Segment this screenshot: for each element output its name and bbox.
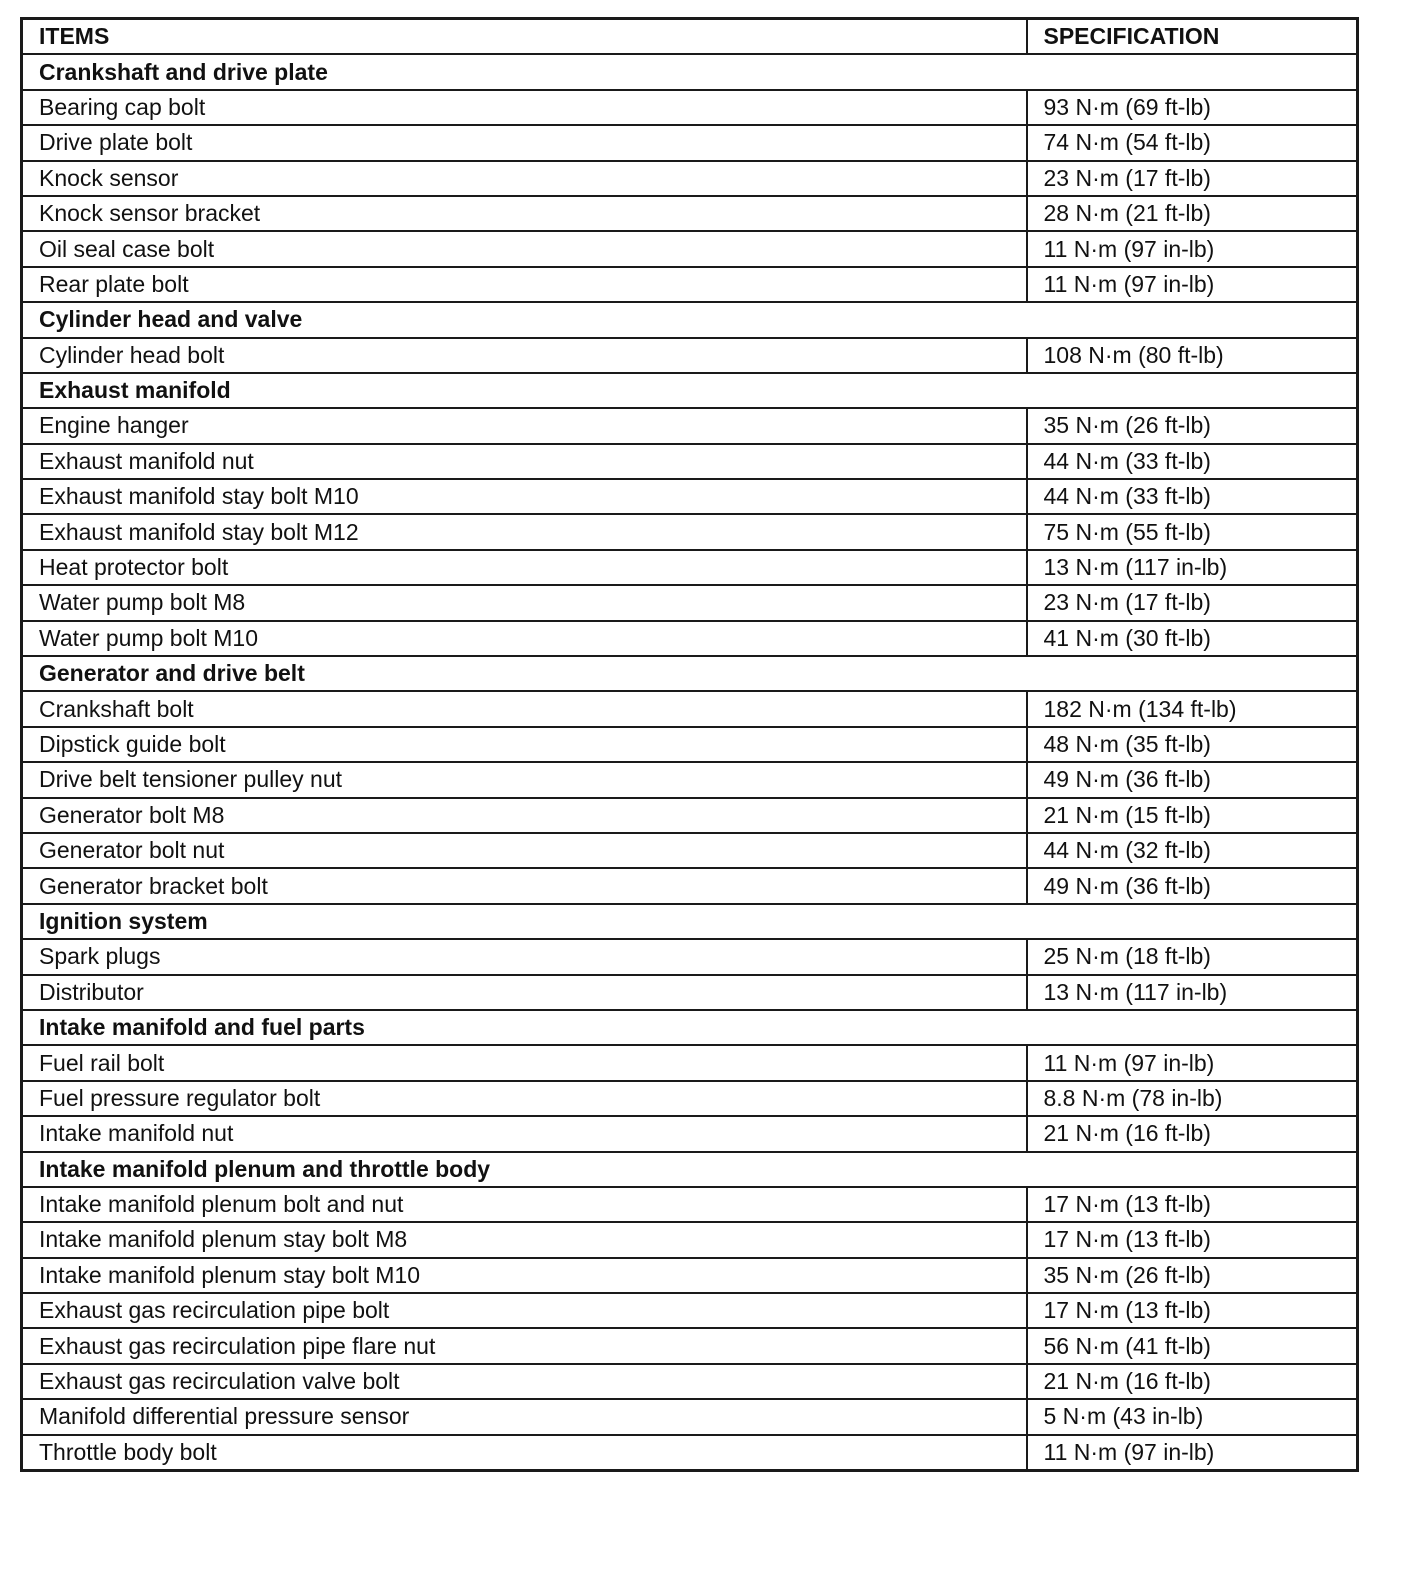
table-row — [22, 550, 1358, 585]
group-header-row — [22, 54, 1358, 89]
item-cell: Dipstick guide bolt — [22, 727, 1027, 762]
item-cell: Heat protector bolt — [22, 550, 1027, 585]
table-row — [22, 1364, 1358, 1399]
torque-spec-table — [20, 17, 1359, 1472]
item-cell: Drive plate bolt — [22, 125, 1027, 160]
specification-cell: 48 N·m (35 ft-lb) — [1027, 727, 1358, 762]
table-row — [22, 585, 1358, 620]
item-cell: Manifold differential pressure sensor — [22, 1399, 1027, 1434]
table-row — [22, 1187, 1358, 1222]
table-row — [22, 231, 1358, 266]
item-cell: Exhaust manifold stay bolt M12 — [22, 514, 1027, 549]
table-row — [22, 1328, 1358, 1363]
item-cell: Crankshaft bolt — [22, 691, 1027, 726]
table-row — [22, 798, 1358, 833]
table-row — [22, 514, 1358, 549]
table-row — [22, 975, 1358, 1010]
table-row — [22, 90, 1358, 125]
item-cell: Knock sensor bracket — [22, 196, 1027, 231]
table-row — [22, 1435, 1358, 1471]
specification-cell: 11 N·m (97 in-lb) — [1027, 267, 1358, 302]
specification-cell: 23 N·m (17 ft-lb) — [1027, 585, 1358, 620]
table-row — [22, 338, 1358, 373]
item-cell: Generator bolt nut — [22, 833, 1027, 868]
item-cell: Engine hanger — [22, 408, 1027, 443]
group-header-row — [22, 373, 1358, 408]
table-row — [22, 267, 1358, 302]
header-row — [22, 19, 1358, 55]
table-row — [22, 1399, 1358, 1434]
specification-cell: 44 N·m (33 ft-lb) — [1027, 479, 1358, 514]
specification-cell: 41 N·m (30 ft-lb) — [1027, 621, 1358, 656]
item-cell: Rear plate bolt — [22, 267, 1027, 302]
table-row — [22, 1293, 1358, 1328]
specification-cell: 74 N·m (54 ft-lb) — [1027, 125, 1358, 160]
item-cell: Exhaust gas recirculation valve bolt — [22, 1364, 1027, 1399]
item-cell: Distributor — [22, 975, 1027, 1010]
item-cell: Exhaust manifold stay bolt M10 — [22, 479, 1027, 514]
specification-cell: 182 N·m (134 ft-lb) — [1027, 691, 1358, 726]
table-row — [22, 868, 1358, 903]
table-row — [22, 125, 1358, 160]
table-row — [22, 161, 1358, 196]
item-cell: Throttle body bolt — [22, 1435, 1027, 1471]
specification-cell: 28 N·m (21 ft-lb) — [1027, 196, 1358, 231]
specification-cell: 5 N·m (43 in-lb) — [1027, 1399, 1358, 1434]
group-title: Crankshaft and drive plate — [22, 54, 1358, 89]
table-row — [22, 408, 1358, 443]
item-cell: Intake manifold plenum stay bolt M10 — [22, 1258, 1027, 1293]
item-cell: Spark plugs — [22, 939, 1027, 974]
table-row — [22, 1116, 1358, 1151]
table-row — [22, 762, 1358, 797]
item-cell: Exhaust manifold nut — [22, 444, 1027, 479]
table-row — [22, 727, 1358, 762]
specification-cell: 108 N·m (80 ft-lb) — [1027, 338, 1358, 373]
specification-cell: 44 N·m (32 ft-lb) — [1027, 833, 1358, 868]
specification-cell: 56 N·m (41 ft-lb) — [1027, 1328, 1358, 1363]
table-row — [22, 1045, 1358, 1080]
item-cell: Intake manifold plenum bolt and nut — [22, 1187, 1027, 1222]
group-header-row — [22, 1010, 1358, 1045]
item-cell: Exhaust gas recirculation pipe bolt — [22, 1293, 1027, 1328]
item-cell: Water pump bolt M8 — [22, 585, 1027, 620]
table-row — [22, 479, 1358, 514]
group-title: Intake manifold plenum and throttle body — [22, 1152, 1358, 1187]
group-header-row — [22, 904, 1358, 939]
specification-cell: 35 N·m (26 ft-lb) — [1027, 408, 1358, 443]
table-row — [22, 1258, 1358, 1293]
item-cell: Drive belt tensioner pulley nut — [22, 762, 1027, 797]
specification-cell: 17 N·m (13 ft-lb) — [1027, 1187, 1358, 1222]
table-row — [22, 939, 1358, 974]
specification-cell: 17 N·m (13 ft-lb) — [1027, 1293, 1358, 1328]
specification-cell: 17 N·m (13 ft-lb) — [1027, 1222, 1358, 1257]
item-cell: Intake manifold plenum stay bolt M8 — [22, 1222, 1027, 1257]
table-row — [22, 691, 1358, 726]
specification-cell: 23 N·m (17 ft-lb) — [1027, 161, 1358, 196]
specification-cell: 13 N·m (117 in-lb) — [1027, 975, 1358, 1010]
spec-table-body — [22, 54, 1358, 1470]
item-cell: Generator bolt M8 — [22, 798, 1027, 833]
group-header-row — [22, 656, 1358, 691]
specification-cell: 21 N·m (16 ft-lb) — [1027, 1364, 1358, 1399]
item-cell: Intake manifold nut — [22, 1116, 1027, 1151]
item-cell: Fuel pressure regulator bolt — [22, 1081, 1027, 1116]
group-title: Intake manifold and fuel parts — [22, 1010, 1358, 1045]
specification-cell: 49 N·m (36 ft-lb) — [1027, 868, 1358, 903]
specification-cell: 25 N·m (18 ft-lb) — [1027, 939, 1358, 974]
specification-cell: 8.8 N·m (78 in-lb) — [1027, 1081, 1358, 1116]
group-title: Exhaust manifold — [22, 373, 1358, 408]
item-cell: Generator bracket bolt — [22, 868, 1027, 903]
specification-cell: 11 N·m (97 in-lb) — [1027, 1435, 1358, 1471]
specification-cell: 11 N·m (97 in-lb) — [1027, 1045, 1358, 1080]
item-cell: Fuel rail bolt — [22, 1045, 1027, 1080]
table-row — [22, 621, 1358, 656]
specification-cell: 35 N·m (26 ft-lb) — [1027, 1258, 1358, 1293]
item-cell: Exhaust gas recirculation pipe flare nut — [22, 1328, 1027, 1363]
specification-cell: 11 N·m (97 in-lb) — [1027, 231, 1358, 266]
item-cell: Cylinder head bolt — [22, 338, 1027, 373]
specification-cell: 93 N·m (69 ft-lb) — [1027, 90, 1358, 125]
table-row — [22, 444, 1358, 479]
specification-cell: 49 N·m (36 ft-lb) — [1027, 762, 1358, 797]
items-column-header: ITEMS — [22, 19, 1027, 55]
specification-cell: 44 N·m (33 ft-lb) — [1027, 444, 1358, 479]
table-row — [22, 1222, 1358, 1257]
specification-column-header: SPECIFICATION — [1027, 19, 1358, 55]
specification-cell: 13 N·m (117 in-lb) — [1027, 550, 1358, 585]
group-header-row — [22, 302, 1358, 337]
table-row — [22, 1081, 1358, 1116]
specification-cell: 21 N·m (15 ft-lb) — [1027, 798, 1358, 833]
group-title: Ignition system — [22, 904, 1358, 939]
table-row — [22, 833, 1358, 868]
item-cell: Bearing cap bolt — [22, 90, 1027, 125]
specification-cell: 75 N·m (55 ft-lb) — [1027, 514, 1358, 549]
specification-cell: 21 N·m (16 ft-lb) — [1027, 1116, 1358, 1151]
group-title: Generator and drive belt — [22, 656, 1358, 691]
item-cell: Oil seal case bolt — [22, 231, 1027, 266]
item-cell: Knock sensor — [22, 161, 1027, 196]
table-row — [22, 196, 1358, 231]
group-header-row — [22, 1152, 1358, 1187]
item-cell: Water pump bolt M10 — [22, 621, 1027, 656]
group-title: Cylinder head and valve — [22, 302, 1358, 337]
